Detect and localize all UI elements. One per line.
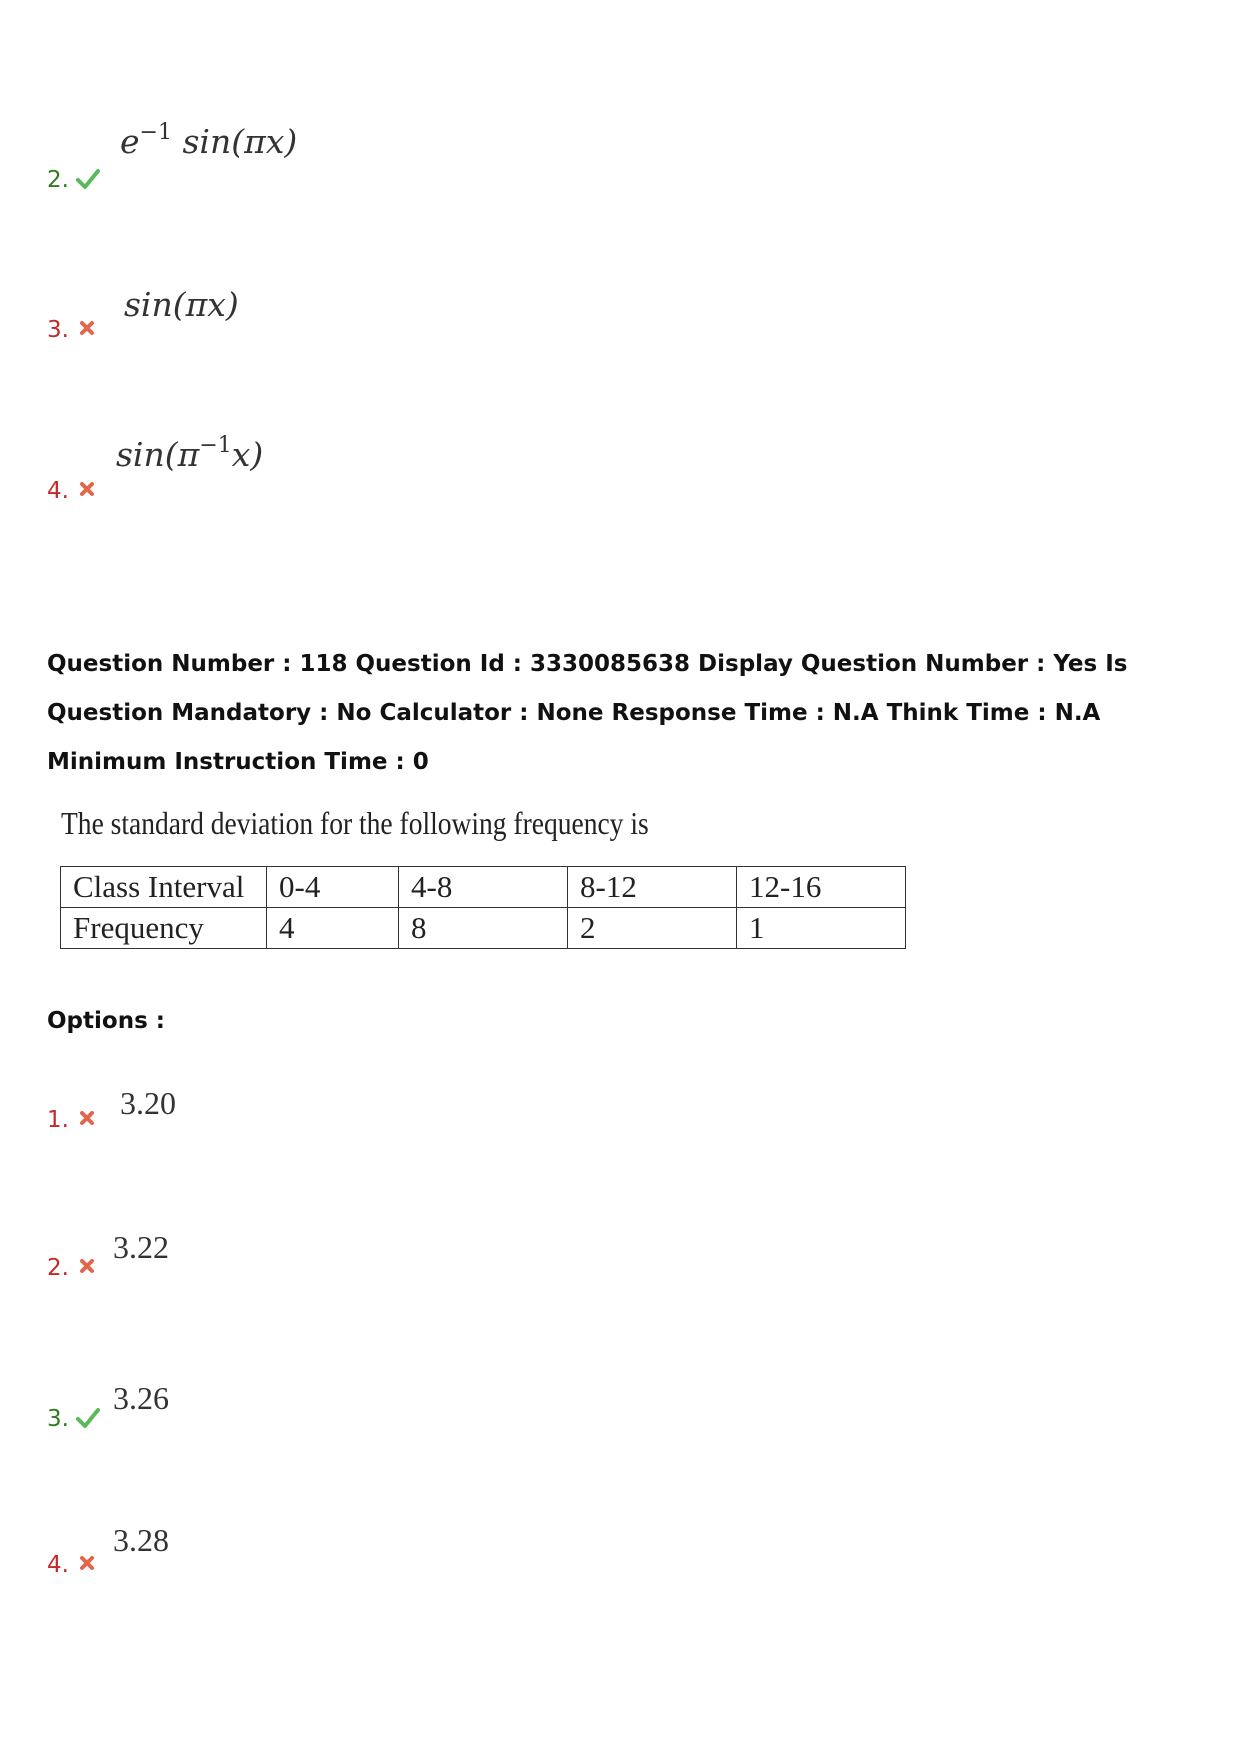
prev-option-2: [0, 120, 1240, 210]
cross-icon: [79, 1258, 95, 1274]
expr-rest: sin(πx): [182, 122, 298, 161]
expr-post: x): [231, 435, 264, 474]
frequency-table: [60, 866, 906, 949]
question-text: The standard deviation for the following frequency is: [61, 805, 649, 841]
cross-icon: [79, 320, 95, 336]
table-cell: 0-4: [267, 867, 399, 908]
table-cell: 4-8: [399, 867, 568, 908]
cross-icon: [79, 1555, 95, 1571]
expr-exponent: −1: [139, 120, 172, 145]
table-row: [61, 867, 906, 908]
prev-option-4: [0, 433, 1240, 523]
option-number: 2.: [47, 167, 69, 193]
option-2: [0, 1229, 1240, 1319]
option-value: 3.28: [113, 1522, 169, 1558]
option-expression: [124, 285, 239, 324]
table-cell: 8-12: [568, 867, 737, 908]
cross-icon: [79, 481, 95, 497]
option-number: 3.: [47, 1406, 69, 1432]
option-value: 3.20: [120, 1085, 176, 1121]
table-cell: 2: [568, 908, 737, 949]
prev-option-3: [0, 285, 1240, 375]
option-expression: [116, 433, 263, 474]
table-cell: 12-16: [737, 867, 906, 908]
option-3: [0, 1380, 1240, 1470]
expr-pre: sin(π: [116, 435, 200, 474]
expr-exponent: −1: [199, 433, 232, 458]
options-label: Options :: [47, 1008, 165, 1034]
option-number: 4.: [47, 478, 69, 504]
table-row: [61, 908, 906, 949]
expr-base: e: [120, 122, 140, 161]
table-cell: 4: [267, 908, 399, 949]
check-icon: [76, 168, 100, 190]
option-number: 2.: [47, 1255, 69, 1281]
row-header: Class Interval: [61, 867, 267, 908]
table-cell: 8: [399, 908, 568, 949]
option-4: [0, 1522, 1240, 1612]
option-number: 1.: [47, 1107, 69, 1133]
option-1: [0, 1085, 1240, 1175]
expr-text: sin(πx): [124, 285, 239, 324]
question-meta: Question Number : 118 Question Id : 3330085638 Display Question Number : Yes Is Question Mandatory : No Calculator : None Response Time : N.A Think Time : N.A Minimum Instruction Time : 0: [47, 651, 1128, 775]
cross-icon: [79, 1110, 95, 1126]
option-number: 3.: [47, 317, 69, 343]
option-value: 3.22: [113, 1229, 169, 1265]
option-expression: [120, 120, 297, 161]
option-value: 3.26: [113, 1380, 169, 1416]
table-cell: 1: [737, 908, 906, 949]
option-number: 4.: [47, 1552, 69, 1578]
row-header: Frequency: [61, 908, 267, 949]
check-icon: [76, 1407, 100, 1429]
